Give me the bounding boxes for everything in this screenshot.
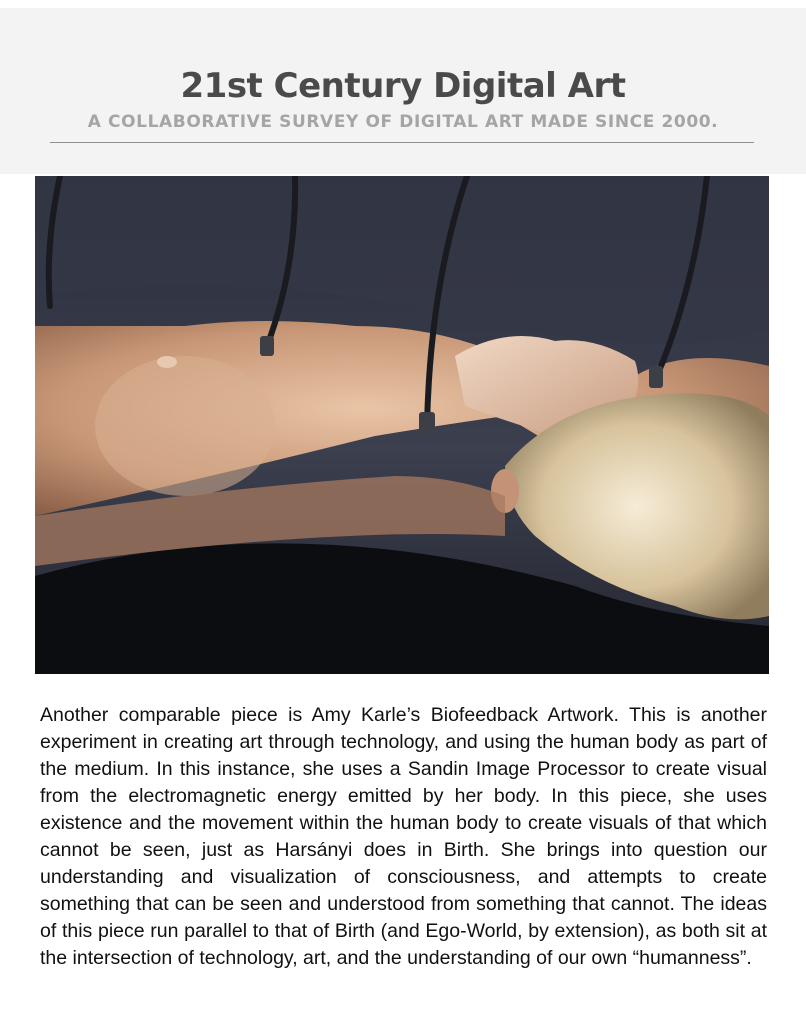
artwork-photo [35,176,769,674]
site-header [0,8,806,174]
artwork-photo-illustration [35,176,769,674]
site-title[interactable]: 21st Century Digital Art [180,66,626,106]
article-paragraph: Another comparable piece is Amy Karle’s Biofeedback Artwork. This is another experiment in creating art through technology, and using the human body as part of the medium. In this instance, she uses a Sandin Image Processor to create visual from the electromagnetic energy emitted by her body. In this piece, she uses existence and the movement within the human body to create visuals of that which cannot be seen, just as Harsányi does in Birth. She brings into question our understanding and visualization of consciousness, and attempts to create something that can be seen and understood from something that cannot. The ideas of this piece run parallel to that of Birth (and Ego-World, by extension), as both sit at the intersection of technology, art, and the understanding of our own “humanness”. [40,704,767,969]
site-subtitle: A COLLABORATIVE SURVEY OF DIGITAL ART MADE SINCE 2000. [87,112,719,132]
header-divider [50,142,754,143]
